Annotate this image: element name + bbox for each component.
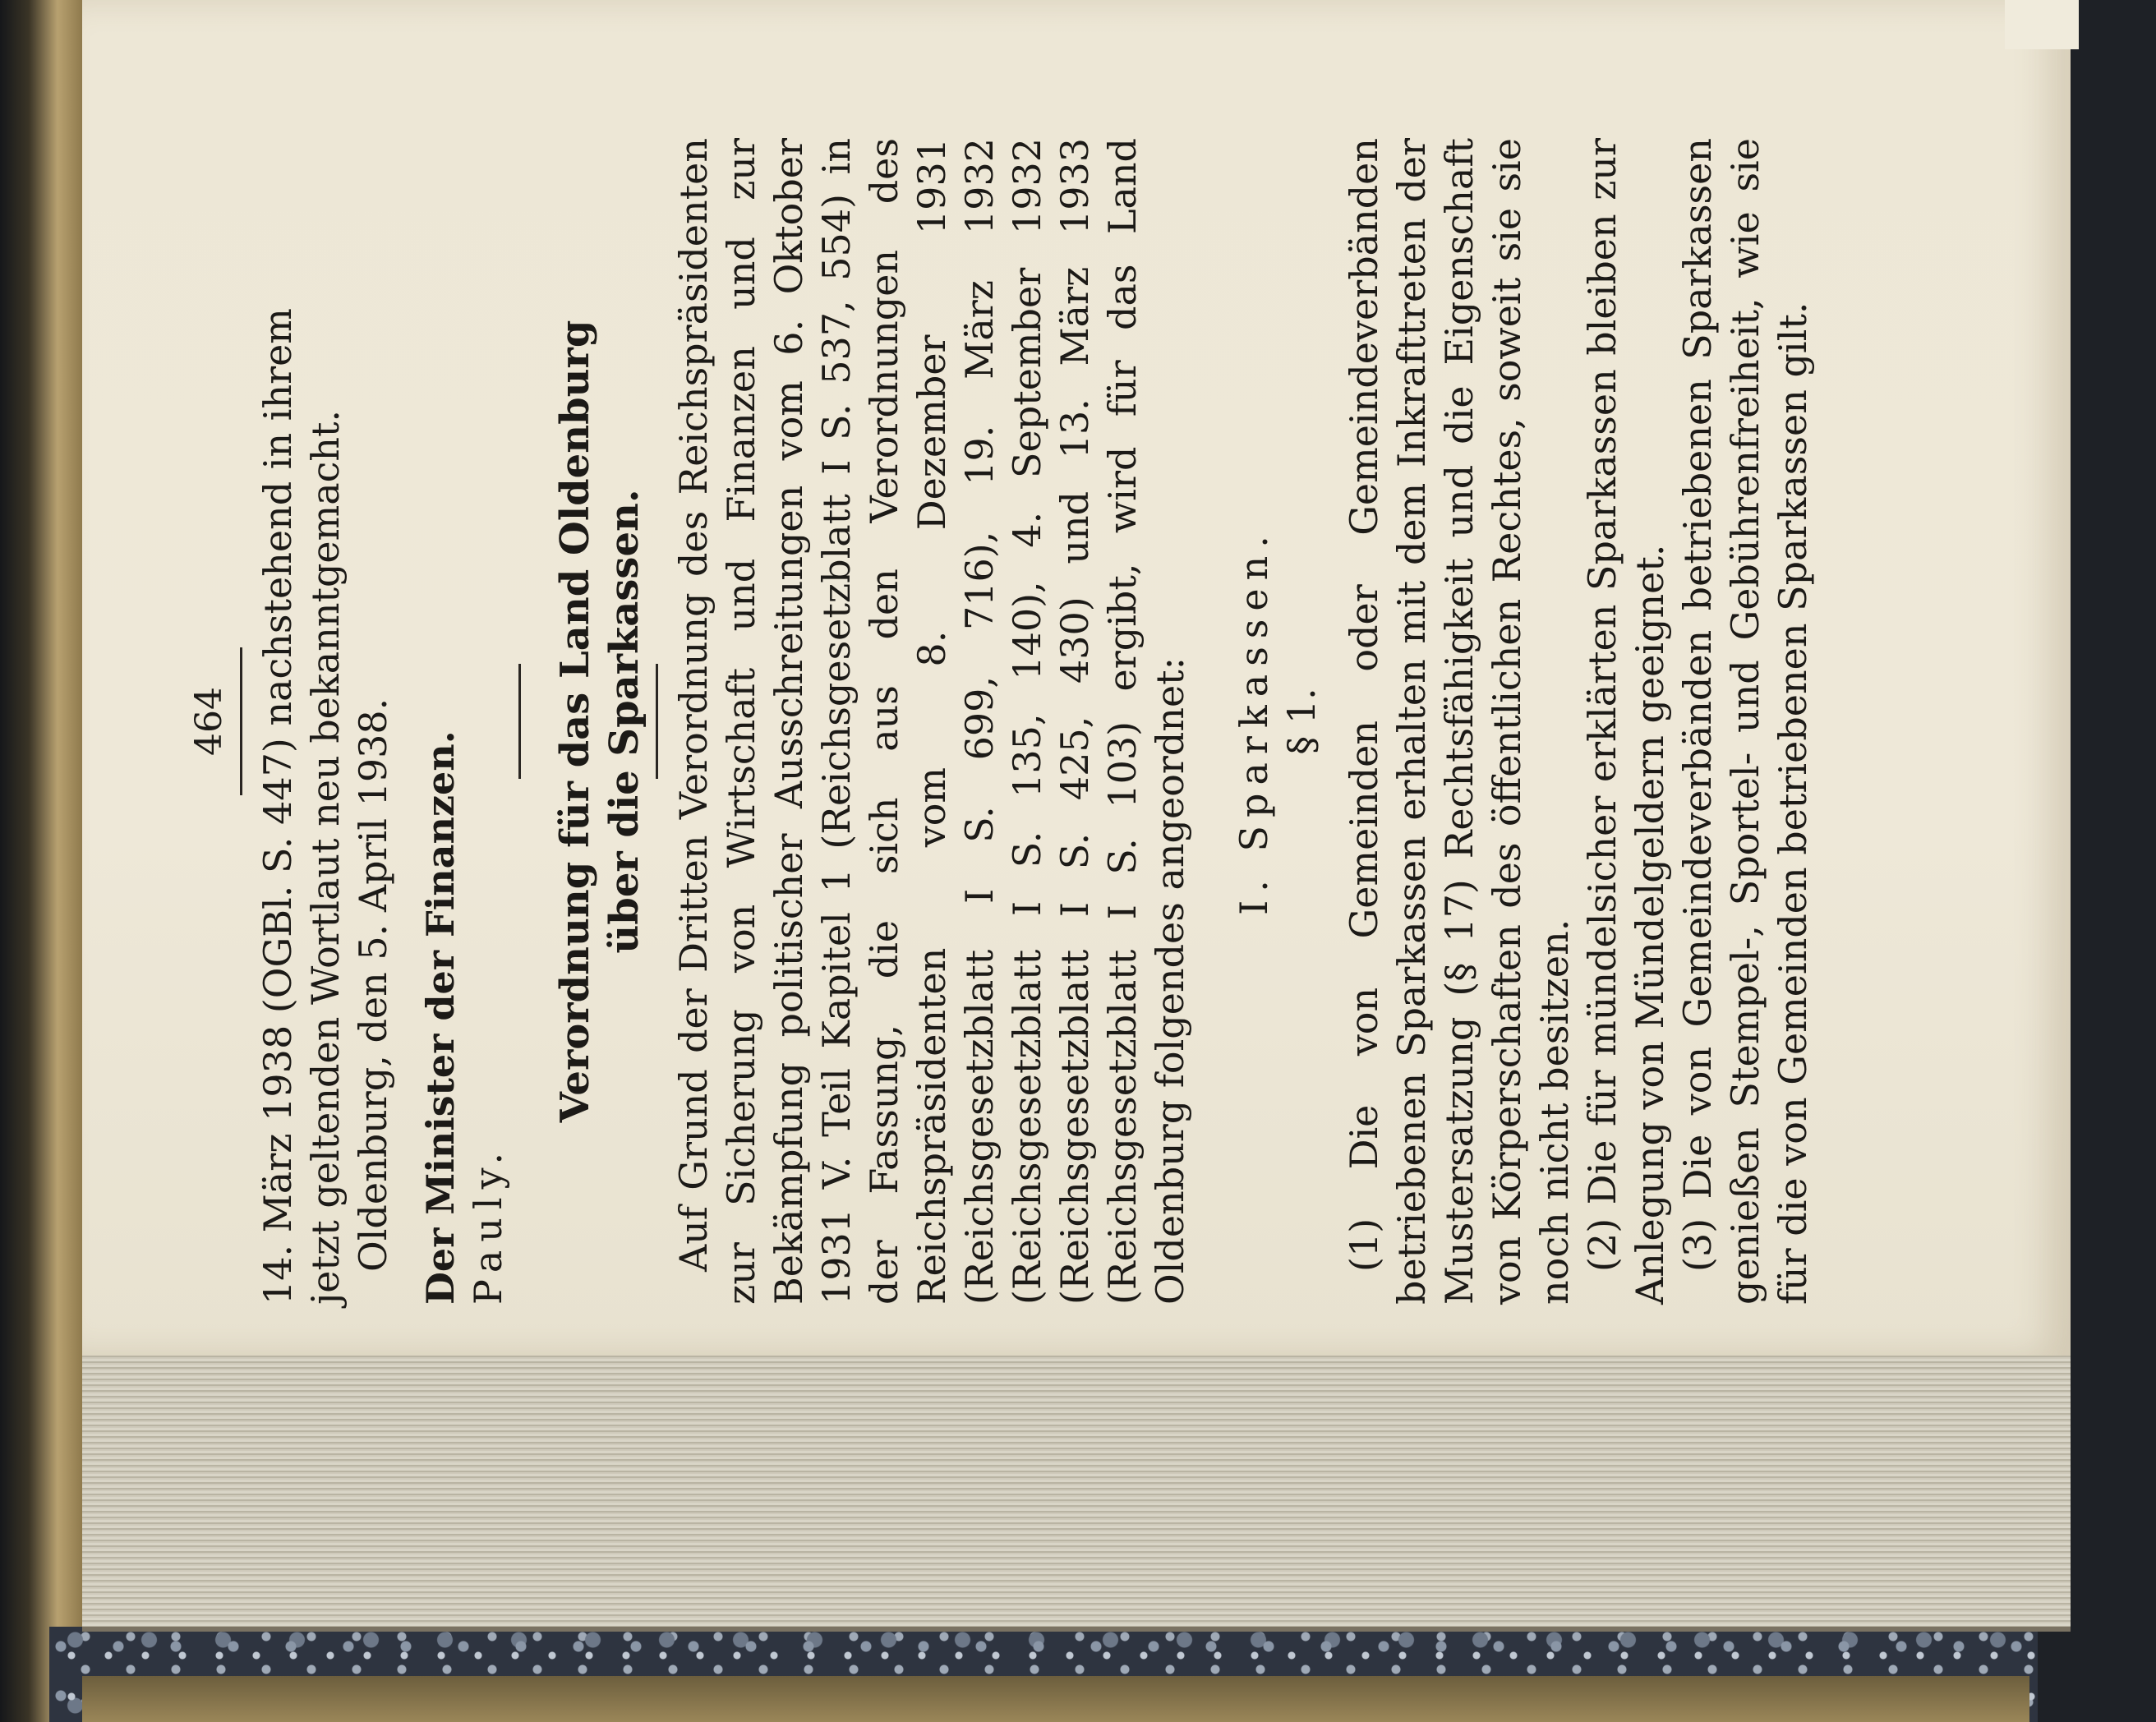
book-cover-spine [0, 0, 82, 1722]
paragraph-heading: § 1. [1279, 688, 1324, 755]
header-rule [240, 647, 242, 795]
next-page-corner [2005, 0, 2079, 49]
signature-office: Der Minister der Finanzen. [418, 730, 463, 1305]
page-number: 464 [188, 687, 230, 756]
signature-rule [518, 664, 521, 779]
date-line: Oldenburg, den 5. April 1938. [351, 698, 395, 1272]
section-heading: I. Sparkassen. [1232, 527, 1276, 915]
clause-1: (1) Die von Gemeinden oder Gemeindeverbänden betriebenen Sparkassen erhalten mit dem Inkrafttreten der Mustersatzung (§ 17) Rechtsfähigkeit und die Eigenschaft von Körperschaften des öffentlichen Rechtes, soweit sie sie noch nicht besitzen. [1342, 138, 1577, 1305]
ordinance-title [551, 138, 649, 1305]
title-line-2: über die Sparkassen. [601, 489, 647, 954]
page-text-block [186, 138, 1895, 1305]
clause-3: (3) Die von Gemeindeverbänden betriebenen Sparkassen genießen Stempel-, Sportel- und Gebührenfreiheit, wie sie für die von Gemeinden betriebenen Sparkassen gilt. [1675, 138, 1815, 1305]
title-rule [656, 664, 658, 779]
intro-line-1: 14. März 1938 (OGBl. S. 447) nachstehend in ihrem [256, 308, 300, 1305]
intro-line-2: jetzt geltenden Wortlaut neu bekanntgemacht. [303, 409, 348, 1305]
cover-edge [82, 1676, 2029, 1722]
title-line-1: Verordnung für das Land Oldenburg [552, 320, 598, 1123]
page-stack [82, 1347, 2071, 1632]
clause-2: (2) Die für mündelsicher erklärten Sparkassen bleiben zur Anlegung von Mündelgeldern geeignet. [1580, 138, 1672, 1305]
preamble-text: Auf Grund der Dritten Verordnung des Reichspräsidenten zur Sicherung von Wirtschaft und Finanzen und zur Bekämpfung politischer Ausschreitungen vom 6. Oktober 1931 V. Teil Kapitel 1 (Reichsgesetzblatt I S. 537, 554) in der Fassung, die sich aus den Verordnungen des Reichspräsidenten vom 8. Dezember 1931 (Reichsgesetzblatt I S. 699, 716), 19. März 1932 (Reichsgesetzblatt I S. 135, 140), 4. September 1932 (Reichsgesetzblatt I S. 425, 430) und 13. März 1933 (Reichsgesetzblatt I S. 103) ergibt, wird für das Land Oldenburg folgendes angeordnet: [671, 138, 1192, 1305]
signature-name: Pauly. [466, 1144, 510, 1305]
